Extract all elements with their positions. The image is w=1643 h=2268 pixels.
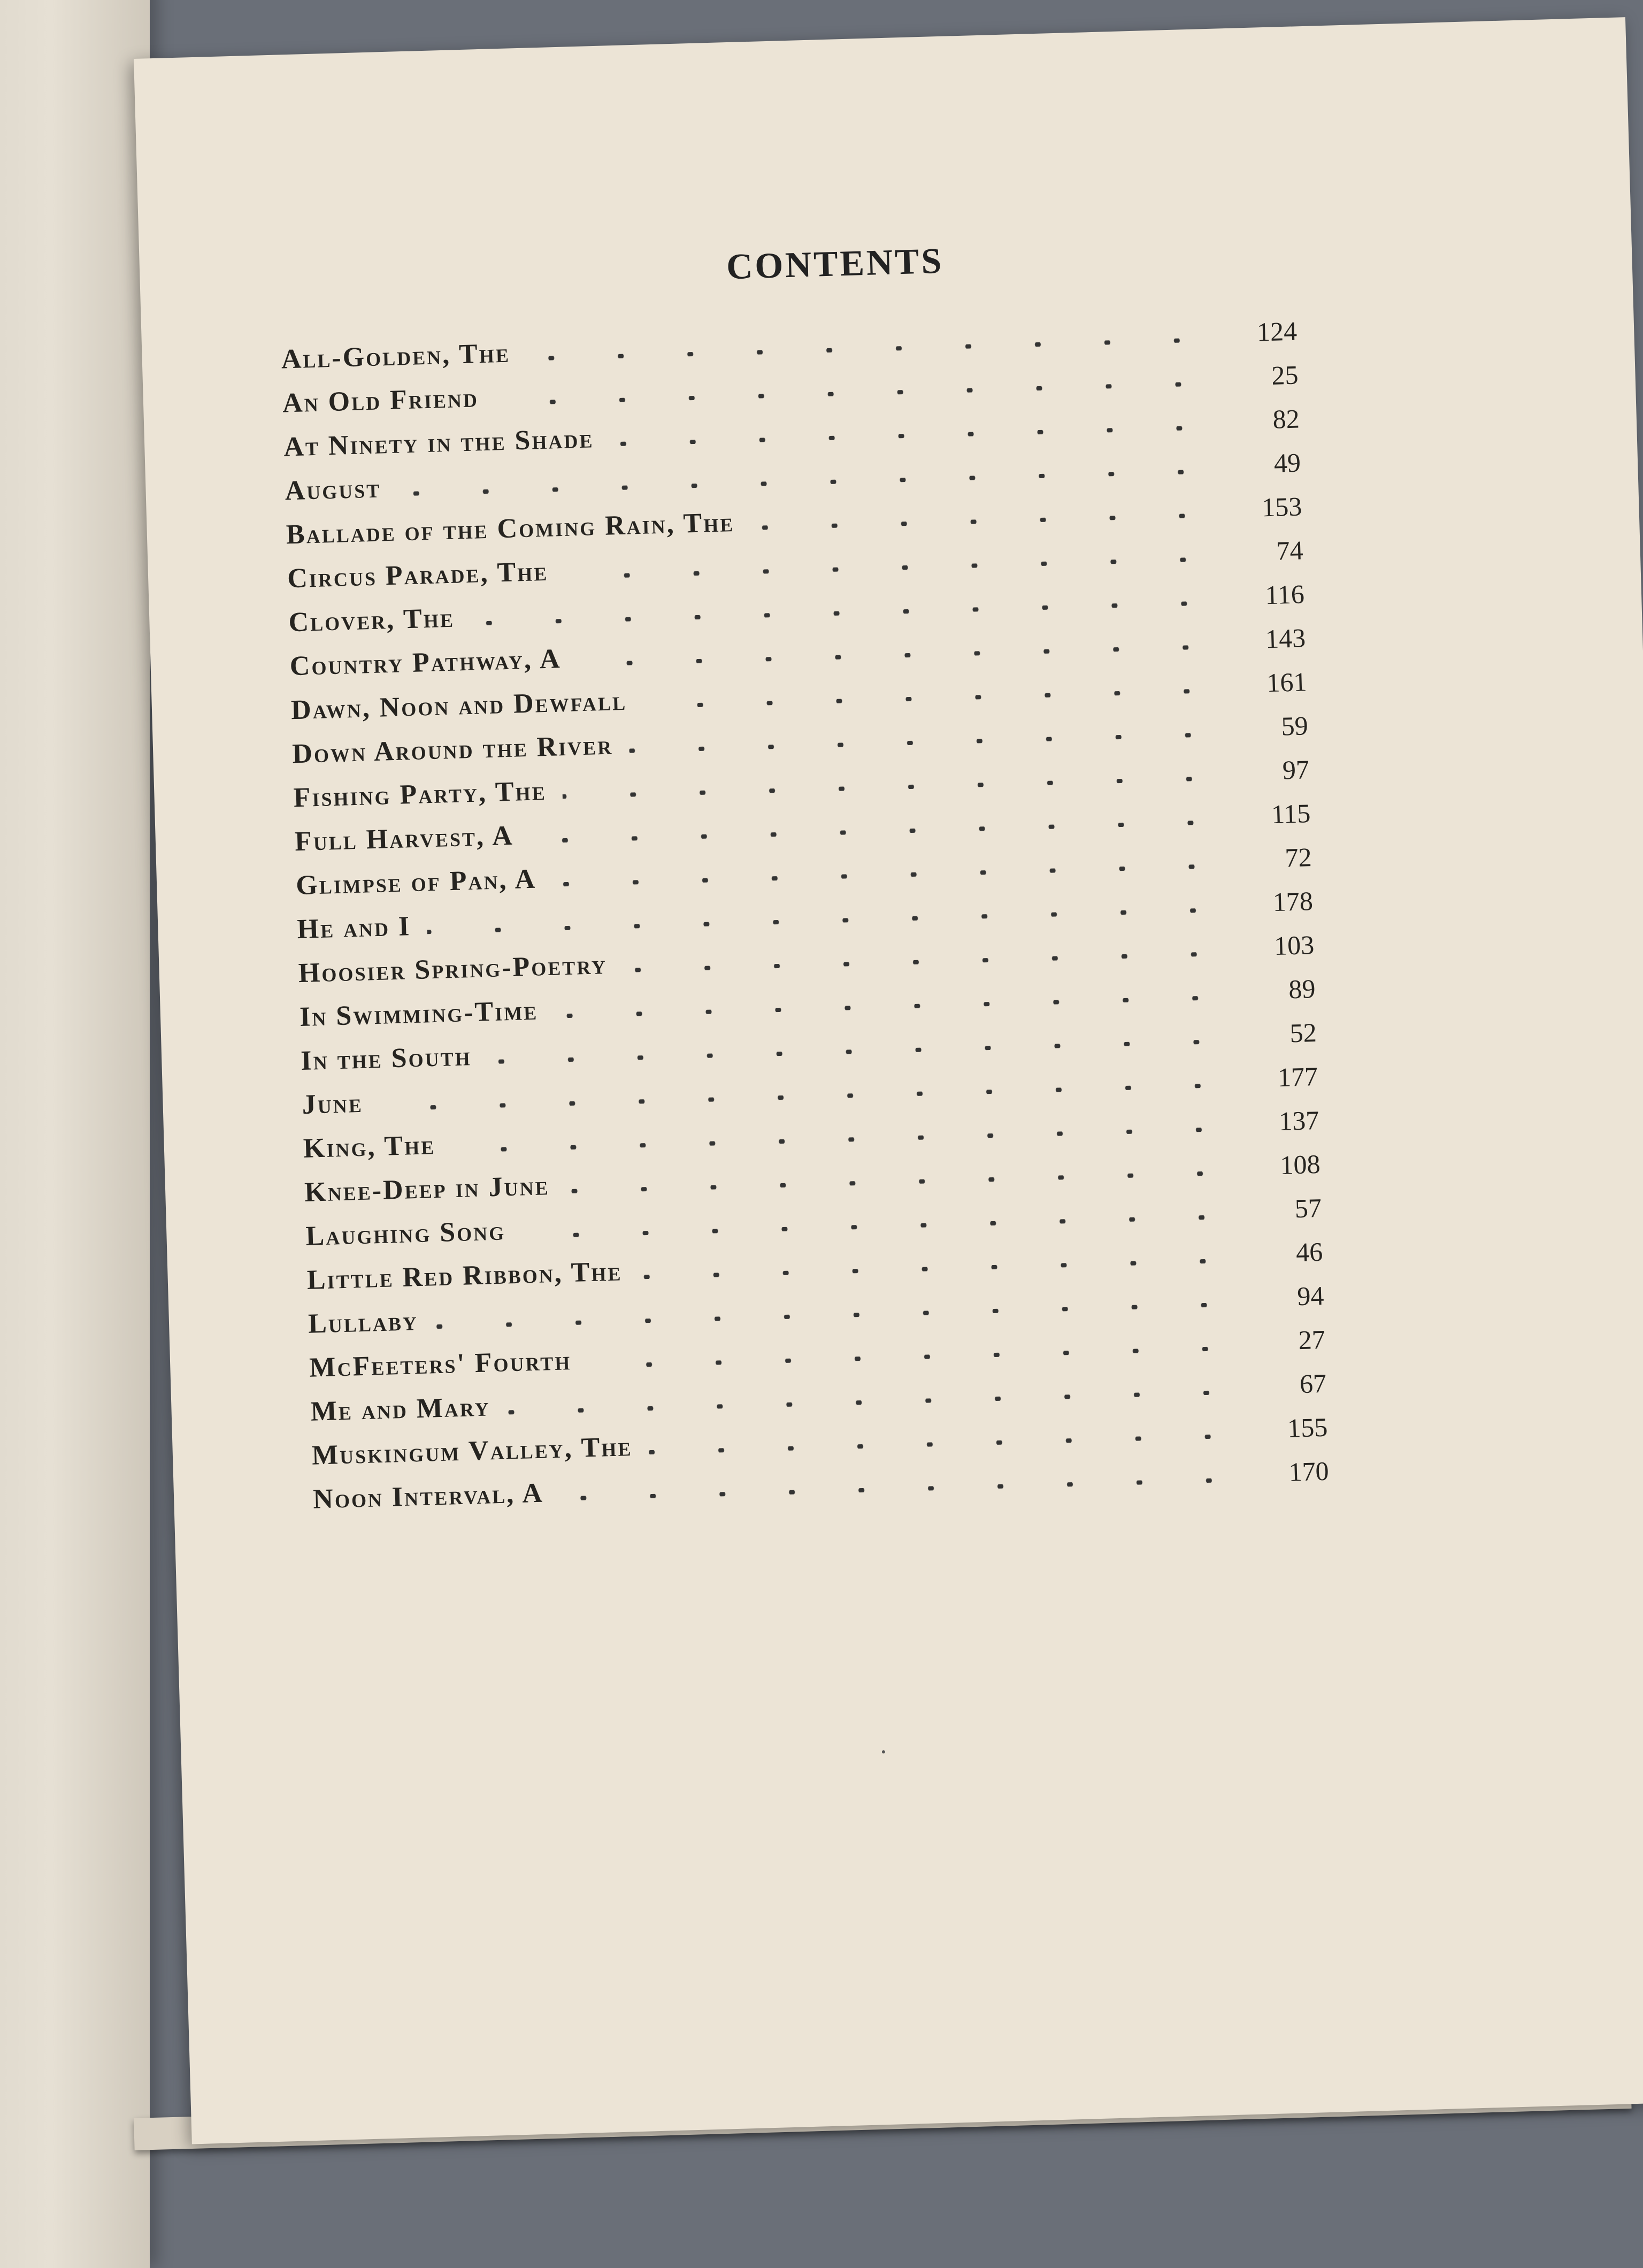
entry-page: 27: [1297, 1324, 1326, 1355]
leader-dots: [506, 1390, 1241, 1414]
entry-page: 89: [1288, 973, 1316, 1005]
leader-dots: [563, 776, 1224, 799]
leader-dots: [578, 645, 1220, 667]
leader-dots: [521, 1214, 1236, 1238]
entry-page: 103: [1273, 930, 1315, 961]
entry-title: Hoosier Spring-Poetry: [298, 949, 608, 989]
entry-title: Knee-Deep in June: [304, 1170, 550, 1208]
leader-dots: [488, 1039, 1231, 1064]
entry-title: In Swimming-Time: [299, 995, 539, 1033]
entry-title: Down Around the River: [291, 730, 613, 770]
leader-dots: [587, 1346, 1240, 1368]
entry-title: King, The: [303, 1130, 436, 1164]
leader-dots: [564, 557, 1218, 579]
entry-page: 97: [1282, 754, 1310, 785]
entry-title: Muskingum Valley, The: [311, 1431, 633, 1471]
leader-dots: [623, 951, 1229, 972]
entry-page: 57: [1294, 1192, 1322, 1224]
entry-title: Full Harvest, A: [294, 820, 515, 857]
left-page: [0, 0, 150, 2268]
entry-title: August: [284, 473, 381, 507]
entry-title: Glimpse of Pan, A: [295, 863, 537, 901]
entry-title: Dawn, Noon and Dewfall: [290, 685, 627, 726]
entry-page: 170: [1288, 1455, 1330, 1487]
entry-page: 177: [1277, 1061, 1318, 1093]
leader-dots: [379, 1083, 1233, 1111]
leader-dots: [560, 1477, 1243, 1501]
entry-page: 59: [1280, 710, 1309, 741]
entry-page: 46: [1295, 1236, 1323, 1268]
leader-dots: [552, 864, 1226, 887]
entry-page: 82: [1272, 403, 1300, 434]
page-title: CONTENTS: [726, 240, 945, 287]
entry-title: In the South: [300, 1041, 472, 1076]
entry-title: He and I: [296, 911, 411, 945]
entry-page: 52: [1289, 1017, 1317, 1048]
ink-speck: [882, 1750, 885, 1753]
leader-dots: [554, 995, 1230, 1018]
leader-dots: [649, 1434, 1242, 1454]
entry-title: An Old Friend: [282, 382, 479, 419]
leader-dots: [526, 338, 1212, 361]
leader-dots: [397, 469, 1215, 496]
entry-page: 115: [1271, 798, 1311, 830]
leader-dots: [495, 381, 1213, 406]
entry-page: 67: [1299, 1368, 1327, 1399]
leader-dots: [434, 1302, 1239, 1329]
leader-dots: [530, 820, 1225, 844]
leader-dots: [643, 688, 1222, 709]
entry-title: Laughing Song: [305, 1215, 506, 1252]
leader-dots: [471, 601, 1219, 626]
entry-title: At Ninety in the Shade: [283, 423, 595, 463]
entry-title: Lullaby: [308, 1306, 419, 1339]
entry-title: All-Golden, The: [281, 338, 511, 375]
leader-dots: [451, 1127, 1233, 1153]
entry-title: Country Pathway, A: [289, 643, 562, 682]
entry-title: Little Red Ribbon, The: [306, 1256, 623, 1296]
table-of-contents: [281, 315, 1330, 1527]
entry-title: McFeeters' Fourth: [309, 1345, 572, 1383]
entry-page: 124: [1256, 316, 1297, 347]
leader-dots: [750, 513, 1216, 530]
entry-page: 25: [1271, 359, 1299, 390]
leader-dots: [639, 1258, 1238, 1279]
leader-dots: [629, 732, 1223, 753]
entry-title: June: [301, 1087, 364, 1120]
entry-title: Fishing Party, The: [293, 776, 547, 814]
entry-page: 137: [1278, 1105, 1320, 1136]
entry-page: 94: [1296, 1280, 1325, 1312]
leader-dots: [610, 425, 1214, 447]
entry-title: Ballade of the Coming Rain, The: [286, 507, 735, 550]
entry-page: 116: [1264, 579, 1305, 610]
entry-page: 161: [1266, 666, 1308, 698]
entry-page: 143: [1265, 623, 1306, 654]
entry-title: Clover, The: [288, 602, 455, 638]
entry-page: 155: [1287, 1412, 1329, 1443]
entry-page: 49: [1273, 447, 1301, 478]
entry-title: Me and Mary: [310, 1391, 491, 1427]
leader-dots: [427, 908, 1227, 934]
book-page: [134, 17, 1643, 2144]
entry-page: 108: [1279, 1148, 1321, 1180]
leader-dots: [566, 1170, 1235, 1193]
entry-page: 153: [1261, 491, 1302, 523]
entry-page: 178: [1272, 886, 1314, 917]
entry-page: 74: [1276, 535, 1304, 566]
entry-title: Circus Parade, The: [287, 556, 549, 594]
entry-page: 72: [1284, 842, 1312, 873]
entry-title: Noon Interval, A: [312, 1477, 544, 1515]
